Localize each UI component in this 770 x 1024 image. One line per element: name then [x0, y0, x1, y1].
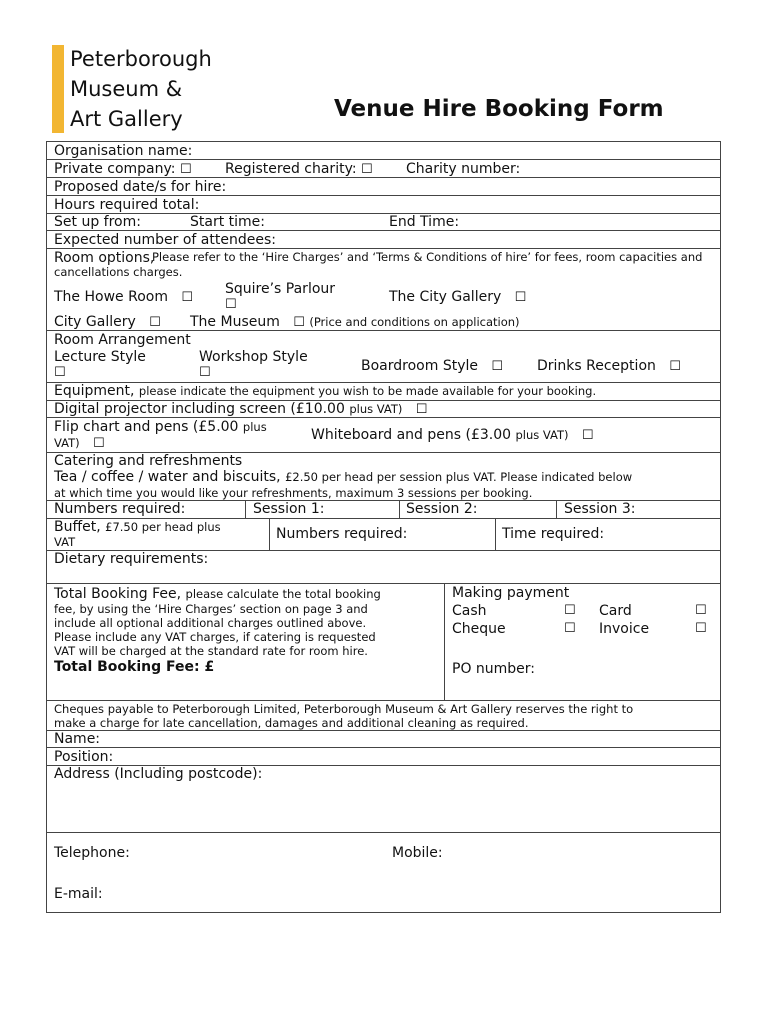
- buffet-vat: VAT: [54, 535, 76, 549]
- flipchart-option: Flip chart and pens (£5.00 plus: [54, 419, 267, 435]
- whiteboard-option: Whiteboard and pens (£3.00 plus VAT) ☐: [311, 427, 594, 443]
- workshop-style-label: Workshop Style: [199, 349, 308, 365]
- name-field[interactable]: Name:: [54, 731, 101, 747]
- buffet-option: Buffet, £7.50 per head plus: [54, 519, 221, 535]
- boardroom-style-checkbox[interactable]: ☐: [491, 359, 503, 374]
- mobile-field[interactable]: Mobile:: [392, 845, 443, 861]
- projector-option: Digital projector including screen (£10.00 plus VAT) ☐: [54, 401, 428, 417]
- po-number-field[interactable]: PO number:: [452, 661, 536, 677]
- lecture-style-checkbox[interactable]: ☐: [54, 365, 66, 380]
- room-arrangement-heading: Room Arrangement: [54, 332, 191, 348]
- invoice-checkbox[interactable]: ☐: [695, 621, 707, 636]
- buffet-numbers-field[interactable]: Numbers required:: [276, 526, 408, 542]
- room-options-heading: Room options,: [54, 250, 155, 266]
- proposed-dates-field[interactable]: Proposed date/s for hire:: [54, 179, 227, 195]
- city-gallery-checkbox[interactable]: ☐: [514, 290, 527, 305]
- hours-total-field[interactable]: Hours required total:: [54, 197, 200, 213]
- organisation-name-field[interactable]: Organisation name:: [54, 143, 193, 159]
- drinks-reception-checkbox[interactable]: ☐: [669, 359, 681, 374]
- email-field[interactable]: E-mail:: [54, 886, 103, 902]
- booking-form: [46, 141, 721, 913]
- boardroom-style-option: Boardroom Style ☐: [361, 358, 503, 374]
- city-gallery-2-option: City Gallery ☐: [54, 314, 161, 330]
- telephone-field[interactable]: Telephone:: [54, 845, 130, 861]
- fee-note-3: include all optional additional charges outlined above.: [54, 616, 367, 630]
- address-field[interactable]: Address (Including postcode):: [54, 766, 263, 782]
- logo-line-3: Art Gallery: [70, 107, 183, 131]
- flipchart-checkbox[interactable]: ☐: [92, 436, 105, 451]
- private-company-checkbox[interactable]: ☐: [179, 162, 192, 177]
- workshop-style-checkbox[interactable]: ☐: [199, 365, 211, 380]
- tea-note-2: at which time you would like your refreshments, maximum 3 sessions per booking.: [54, 486, 533, 500]
- cheques-note-2: make a charge for late cancellation, damages and additional cleaning as required.: [54, 716, 529, 730]
- total-fee-heading: Total Booking Fee, please calculate the total booking: [54, 586, 381, 602]
- numbers-required-label: Numbers required:: [54, 501, 186, 517]
- projector-checkbox[interactable]: ☐: [415, 402, 428, 417]
- fee-note-2: fee, by using the ‘Hire Charges’ section on page 3 and: [54, 602, 368, 616]
- fee-note-5: VAT will be charged at the standard rate for room hire.: [54, 644, 368, 658]
- end-time-field[interactable]: End Time:: [389, 214, 460, 230]
- private-company-label: Private company: ☐: [54, 161, 192, 177]
- museum-checkbox[interactable]: ☐: [293, 315, 305, 330]
- logo-line-2: Museum &: [70, 77, 183, 101]
- cash-checkbox[interactable]: ☐: [564, 603, 576, 618]
- cash-label: Cash: [452, 603, 487, 619]
- total-fee-field[interactable]: Total Booking Fee: £: [54, 659, 215, 675]
- city-gallery-option: The City Gallery ☐: [389, 289, 527, 305]
- howe-room-option: The Howe Room ☐: [54, 289, 193, 305]
- drinks-reception-option: Drinks Reception ☐: [537, 358, 681, 374]
- invoice-label: Invoice: [599, 621, 650, 637]
- whiteboard-checkbox[interactable]: ☐: [581, 428, 594, 443]
- lecture-style-label: Lecture Style: [54, 349, 146, 365]
- logo-accent-bar: [52, 45, 64, 133]
- time-required-field[interactable]: Time required:: [502, 526, 605, 542]
- fee-note-4: Please include any VAT charges, if catering is requested: [54, 630, 376, 644]
- cheques-note-1: Cheques payable to Peterborough Limited, Peterborough Museum & Art Gallery reserves the right to: [54, 702, 634, 716]
- position-field[interactable]: Position:: [54, 749, 114, 765]
- catering-heading: Catering and refreshments: [54, 453, 243, 469]
- set-up-from-field[interactable]: Set up from:: [54, 214, 141, 230]
- form-title: Venue Hire Booking Form: [334, 96, 664, 122]
- tea-option: Tea / coffee / water and biscuits, £2.50 per head per session plus VAT. Please indicated below: [54, 469, 633, 485]
- charity-number-field[interactable]: Charity number:: [406, 161, 521, 177]
- squires-parlour-label: Squire’s Parlour: [225, 281, 336, 297]
- start-time-field[interactable]: Start time:: [190, 214, 265, 230]
- dietary-requirements-field[interactable]: Dietary requirements:: [54, 551, 209, 567]
- registered-charity-checkbox[interactable]: ☐: [361, 162, 373, 177]
- attendees-field[interactable]: Expected number of attendees:: [54, 232, 276, 248]
- flipchart-vat: VAT) ☐: [54, 436, 105, 451]
- room-options-note: Please refer to the ‘Hire Charges’ and ‘Terms & Conditions of hire’ for fees, room capacities and cancellations charges.: [54, 250, 703, 279]
- payment-heading: Making payment: [452, 585, 570, 601]
- registered-charity-label: Registered charity: ☐: [225, 161, 373, 177]
- session-3-field[interactable]: Session 3:: [564, 501, 636, 517]
- cheque-checkbox[interactable]: ☐: [564, 621, 576, 636]
- equipment-heading: Equipment, please indicate the equipment you wish to be made available for your booking.: [54, 383, 597, 399]
- howe-room-checkbox[interactable]: ☐: [181, 290, 193, 305]
- session-2-field[interactable]: Session 2:: [406, 501, 478, 517]
- card-label: Card: [599, 603, 632, 619]
- museum-option: The Museum ☐ (Price and conditions on application): [190, 314, 520, 330]
- logo-line-1: Peterborough: [70, 47, 212, 71]
- logo: [70, 44, 212, 134]
- city-gallery-2-checkbox[interactable]: ☐: [149, 315, 161, 330]
- cheque-label: Cheque: [452, 621, 506, 637]
- equipment-note: please indicate the equipment you wish to be made available for your booking.: [138, 384, 597, 398]
- squires-parlour-checkbox[interactable]: ☐: [225, 297, 237, 312]
- price-note: (Price and conditions on application): [309, 315, 520, 329]
- session-1-field[interactable]: Session 1:: [253, 501, 325, 517]
- card-checkbox[interactable]: ☐: [695, 603, 707, 618]
